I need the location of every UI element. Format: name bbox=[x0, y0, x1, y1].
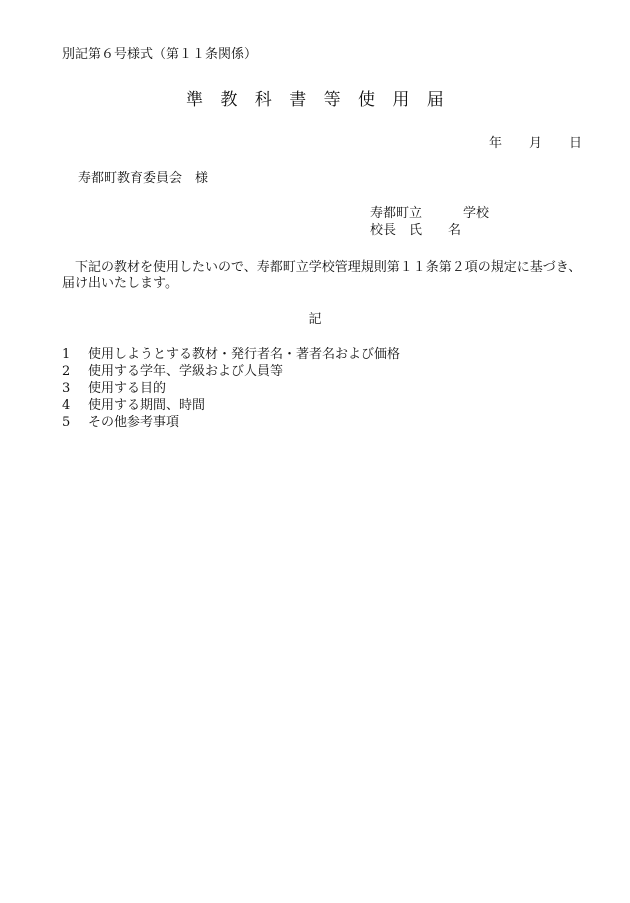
body-text-line-2: 届け出いたします。 bbox=[62, 276, 178, 291]
school-name-suffix: 学校 bbox=[463, 206, 490, 221]
list-item-text: 使用しようとする教材・発行者名・著者名および価格 bbox=[88, 347, 401, 362]
body-text-line-1 bbox=[62, 260, 581, 276]
body-text-line-1-content: 下記の教材を使用したいので、寿都町立学校管理規則第１１条第２項の規定に基づき、 bbox=[75, 260, 582, 275]
list-item-number: 4 bbox=[62, 398, 71, 413]
list-item bbox=[62, 415, 179, 431]
principal-name-second-char: 名 bbox=[448, 223, 462, 238]
list-item bbox=[62, 364, 283, 380]
list-item-text: その他参考事項 bbox=[88, 415, 180, 430]
list-item bbox=[62, 381, 166, 397]
list-item bbox=[62, 398, 205, 414]
ki-heading: 記 bbox=[308, 312, 322, 327]
recipient: 寿都町教育委員会 様 bbox=[78, 171, 209, 186]
list-item-number: 1 bbox=[62, 347, 71, 362]
date-day: 日 bbox=[569, 136, 583, 151]
list-item-number: 5 bbox=[62, 415, 71, 430]
document-title: 準 教 科 書 等 使 用 届 bbox=[186, 90, 444, 110]
list-item-number: 2 bbox=[62, 364, 71, 379]
list-item-text: 使用する目的 bbox=[88, 381, 167, 396]
date-month: 月 bbox=[529, 136, 543, 151]
list-item-text: 使用する期間、時間 bbox=[88, 398, 206, 413]
principal-name-first-char: 氏 bbox=[409, 223, 423, 238]
list-item bbox=[62, 347, 400, 363]
list-item-text: 使用する学年、学級および人員等 bbox=[88, 364, 284, 379]
date-year: 年 bbox=[489, 136, 503, 151]
form-number: 別記第６号様式（第１１条関係） bbox=[62, 47, 258, 62]
school-name-prefix: 寿都町立 bbox=[370, 206, 423, 221]
list-item-number: 3 bbox=[62, 381, 71, 396]
principal-title: 校長 bbox=[370, 223, 397, 238]
